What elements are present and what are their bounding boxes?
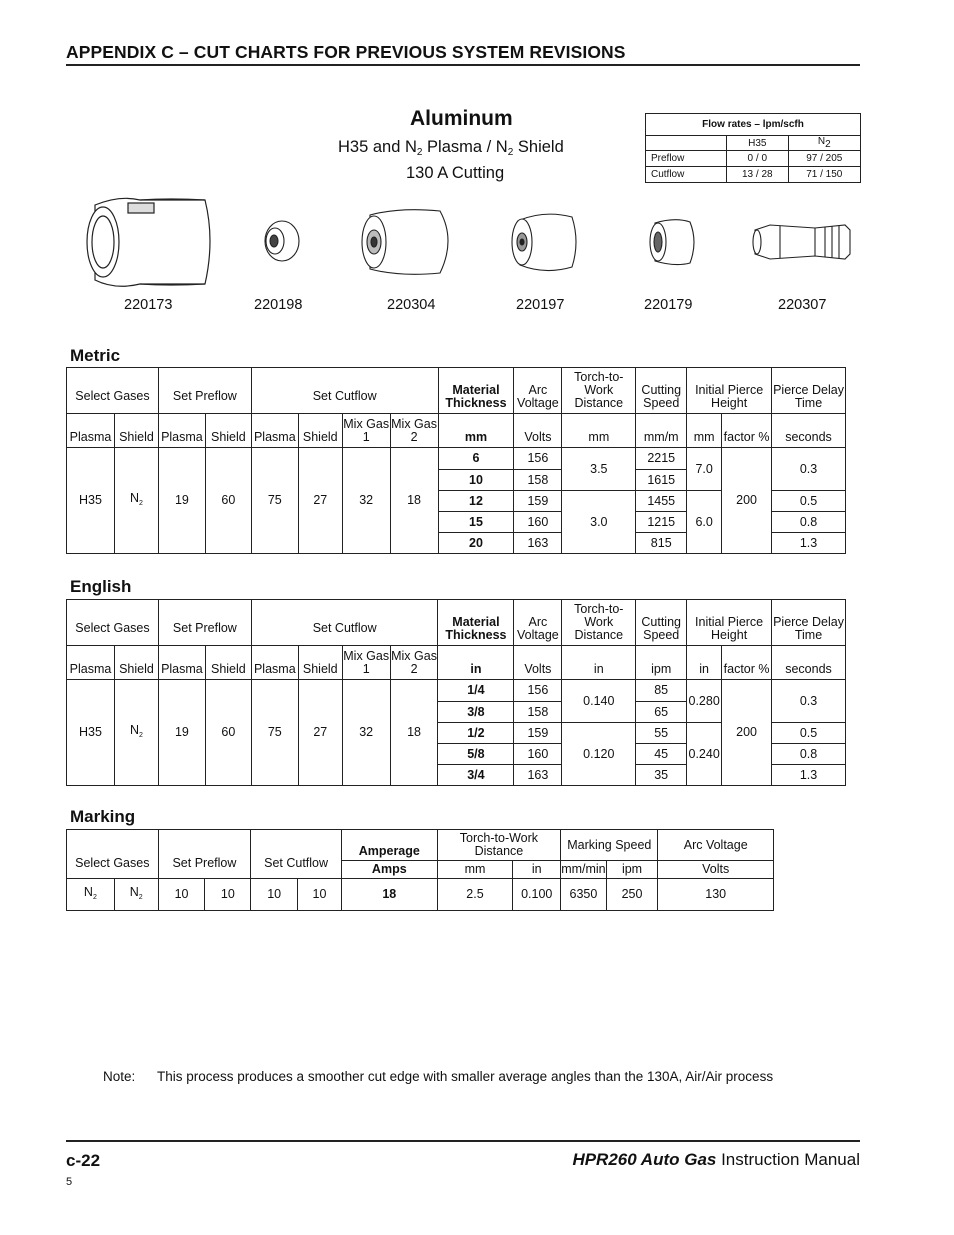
metric-heading: Metric [70, 346, 121, 365]
shield-cap-220173-icon [87, 198, 210, 286]
footer-rule [66, 1140, 860, 1142]
consumable-parts-illustration [0, 195, 954, 295]
metric-cut-chart: Select Gases Set Preflow Set Cutflow Material Thickness Arc Voltage Torch-to- Work Distance Cutting Speed Initial Pierce Height Pierce Delay Time Plasma Shield Plasma Shield Plasma Shield Mix Gas 1 Mix Gas 2 mm Volts mm mm/m mm factor % seconds H35 $N_2$ 19 60 75 27 32 18 6 156 3.5 2215 7.0 200 0.3 10 158 1615 12 159 3.0 1455 6.0 0.5 15 160 1215 0.8 20 163 815 1.3 [66, 367, 846, 554]
nozzle-220197-icon [512, 214, 576, 270]
flow-rates-title: Flow rates – lpm/scfh [646, 114, 861, 136]
marking-chart: Select Gases Set Preflow Set Cutflow Amperage Torch-to-Work Distance Marking Speed Arc Voltage Amps mm in mm/min ipm Volts $N_2$ $N_2$ 10 10 10 10 18 2.5 0.100 6350 250 130 [66, 829, 774, 911]
flow-col-n2: $N_2$ [788, 136, 860, 151]
note-label: Note: [103, 1069, 136, 1084]
swirl-ring-220179-icon [650, 220, 694, 265]
english-cut-chart: Select Gases Set Preflow Set Cutflow Material Thickness Arc Voltage Torch-to- Work Distance Cutting Speed Initial Pierce Height Pierce Delay Time Plasma Shield Plasma Shield Plasma Shield Mix Gas 1 Mix Gas 2 in Volts in ipm in factor % seconds H35 $N_2$ 19 60 75 27 32 18 1/4 156 0.140 85 0.280 200 0.3 3/8 158 65 1/2 159 0.120 55 0.240 0.5 5/8 160 45 0.8 3/4 163 35 1.3 [66, 599, 846, 786]
flow-rates-table: Flow rates – lpm/scfh H35 $N_2$ Preflow 0 / 0 97 / 205 Cutflow 13 / 28 71 / 150 [645, 113, 861, 183]
appendix-heading: APPENDIX C – CUT CHARTS FOR PREVIOUS SYSTEM REVISIONS [66, 42, 626, 62]
flow-col-h35: H35 [727, 136, 789, 151]
note-text: This process produces a smoother cut edge with smaller average angles than the 130A, Air/Air process [157, 1069, 774, 1084]
part-number-label: 220179 [644, 297, 693, 313]
process-subtitle: H35 and $N_2$ Plasma / $N_2$ Shield [338, 138, 564, 158]
part-number-label: 220198 [254, 297, 303, 313]
part-number-label: 220173 [124, 297, 173, 313]
page-title: Aluminum [410, 107, 513, 130]
current-subtitle: 130 A Cutting [406, 164, 505, 182]
shield-220198-icon [265, 221, 299, 261]
english-heading: English [70, 577, 132, 596]
footer-revision: 5 [66, 1176, 73, 1188]
part-number-label: 220307 [778, 297, 827, 313]
retaining-cap-220304-icon [362, 210, 448, 275]
page-number: c-22 [66, 1151, 101, 1170]
manual-title: HPR260 Auto Gas Instruction Manual [572, 1150, 860, 1169]
part-number-label: 220197 [516, 297, 565, 313]
electrode-220307-icon [753, 225, 850, 259]
marking-heading: Marking [70, 807, 136, 826]
header-rule [66, 64, 860, 66]
part-number-label: 220304 [387, 297, 436, 313]
